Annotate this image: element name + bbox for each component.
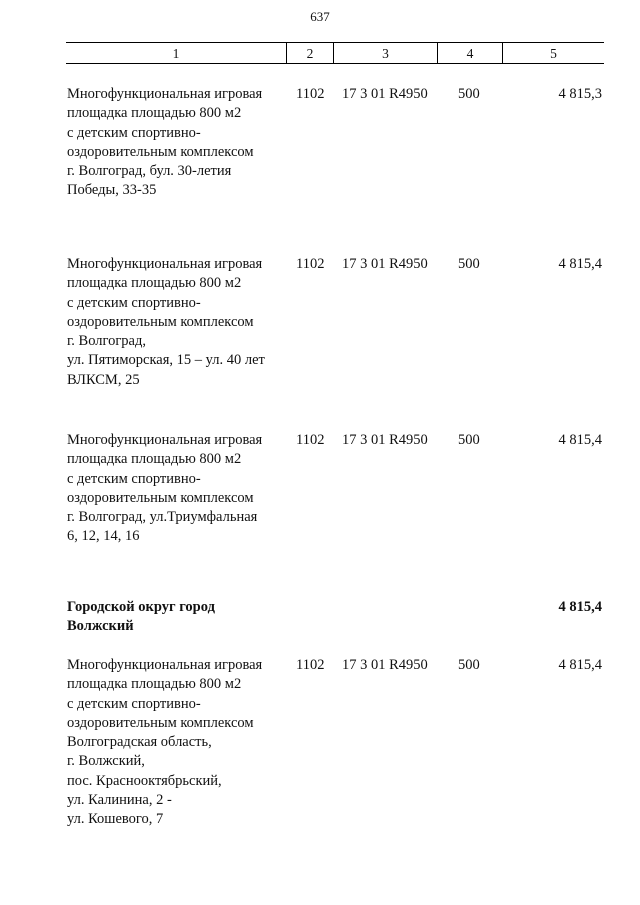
- row-section: 1102: [296, 86, 325, 102]
- row-description: Многофункциональная игровая площадка площадью 800 м2 с детским спортивно- оздоровительным комплексом г. Волгоград, ул.Триумфальная 6, 12, 14, 16: [67, 432, 263, 545]
- row-description: Многофункциональная игровая площадка площадью 800 м2 с детским спортивно- оздоровительным комплексом г. Волгоград, ул. Пятиморская, 15 – ул. 40 лет ВЛКСМ, 25: [67, 256, 265, 388]
- row-code: 17 3 01 R4950: [342, 432, 428, 448]
- row-type: 500: [458, 86, 480, 102]
- district-heading: Городской округ город Волжский: [67, 599, 215, 635]
- subtotal-amount: 4 815,4: [558, 599, 602, 615]
- row-amount: 4 815,4: [558, 657, 602, 673]
- row-description: Многофункциональная игровая площадка площадью 800 м2 с детским спортивно- оздоровительным комплексом Волгоградская область, г. Волжский, пос. Краснооктябрьский, ул. Калинина, 2 - ул. Кошевого, 7: [67, 657, 263, 828]
- header-col-2: 2: [306, 46, 314, 61]
- row-amount: 4 815,4: [558, 432, 602, 448]
- header-col-1: 1: [172, 46, 180, 61]
- row-type: 500: [458, 256, 480, 272]
- header-col-5: 5: [550, 46, 557, 61]
- header-col-4: 4: [466, 46, 474, 61]
- header-col-3: 3: [382, 46, 389, 61]
- row-code: 17 3 01 R4950: [342, 657, 428, 673]
- header-top-rule: [66, 42, 604, 43]
- row-section: 1102: [296, 657, 325, 673]
- row-description: Многофункциональная игровая площадка площадью 800 м2 с детским спортивно- оздоровительным комплексом г. Волгоград, бул. 30-летия Победы, 33-35: [67, 86, 263, 199]
- row-amount: 4 815,4: [558, 256, 602, 272]
- header-bottom-rule: [66, 63, 604, 64]
- row-amount: 4 815,3: [558, 86, 602, 102]
- row-section: 1102: [296, 256, 325, 272]
- row-type: 500: [458, 657, 480, 673]
- row-code: 17 3 01 R4950: [342, 86, 428, 102]
- row-type: 500: [458, 432, 480, 448]
- page-number: 637: [310, 9, 330, 24]
- row-section: 1102: [296, 432, 325, 448]
- row-code: 17 3 01 R4950: [342, 256, 428, 272]
